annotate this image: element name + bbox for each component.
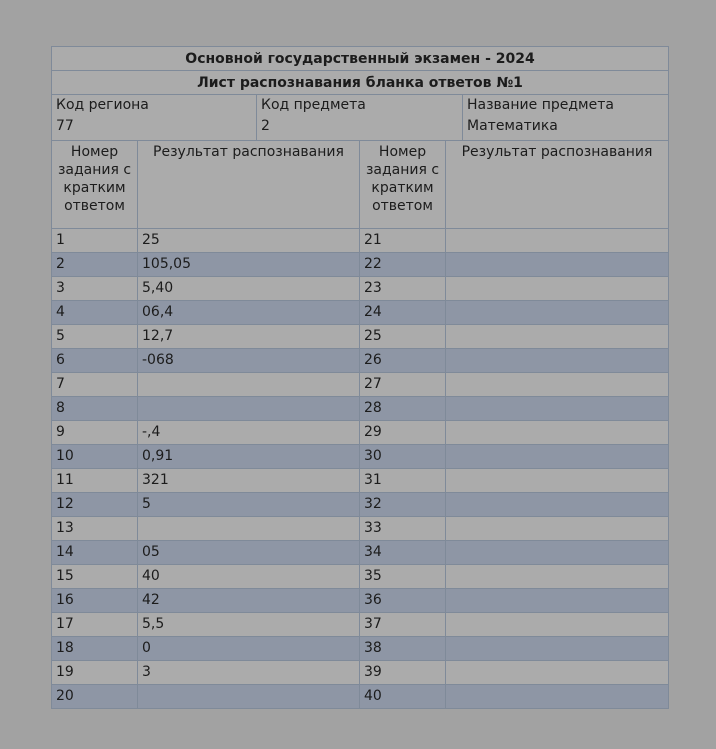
result-value bbox=[446, 301, 669, 325]
task-number: 6 bbox=[52, 349, 138, 373]
subject-code-label: Код предмета bbox=[261, 97, 366, 113]
task-number: 38 bbox=[360, 637, 446, 661]
table-row bbox=[52, 277, 669, 301]
table-row bbox=[52, 349, 669, 373]
header-result-2: Результат распознавания bbox=[446, 141, 669, 229]
task-number: 13 bbox=[52, 517, 138, 541]
task-number: 33 bbox=[360, 517, 446, 541]
exam-title: Основной государственный экзамен - 2024 bbox=[52, 47, 669, 71]
table-row bbox=[52, 517, 669, 541]
result-value: 5,5 bbox=[138, 613, 360, 637]
task-number: 22 bbox=[360, 253, 446, 277]
result-value bbox=[446, 253, 669, 277]
result-value bbox=[446, 397, 669, 421]
task-number: 37 bbox=[360, 613, 446, 637]
result-value bbox=[446, 421, 669, 445]
task-number: 40 bbox=[360, 685, 446, 709]
task-number: 36 bbox=[360, 589, 446, 613]
task-number: 8 bbox=[52, 397, 138, 421]
result-value: 0 bbox=[138, 637, 360, 661]
result-value bbox=[446, 517, 669, 541]
task-number: 4 bbox=[52, 301, 138, 325]
table-row bbox=[52, 541, 669, 565]
result-value: -,4 bbox=[138, 421, 360, 445]
task-number: 11 bbox=[52, 469, 138, 493]
task-number: 9 bbox=[52, 421, 138, 445]
results-table bbox=[51, 46, 669, 709]
subject-name-label: Название предмета bbox=[467, 97, 614, 113]
task-number: 25 bbox=[360, 325, 446, 349]
recognition-sheet bbox=[51, 46, 668, 709]
task-number: 10 bbox=[52, 445, 138, 469]
result-value: 06,4 bbox=[138, 301, 360, 325]
result-value: 05 bbox=[138, 541, 360, 565]
task-number: 31 bbox=[360, 469, 446, 493]
table-row bbox=[52, 613, 669, 637]
task-number: 7 bbox=[52, 373, 138, 397]
result-value bbox=[138, 397, 360, 421]
task-number: 30 bbox=[360, 445, 446, 469]
task-number: 17 bbox=[52, 613, 138, 637]
task-number: 28 bbox=[360, 397, 446, 421]
task-number: 23 bbox=[360, 277, 446, 301]
table-row bbox=[52, 589, 669, 613]
result-value: 0,91 bbox=[138, 445, 360, 469]
table-row bbox=[52, 637, 669, 661]
task-number: 14 bbox=[52, 541, 138, 565]
header-number-2: Номер задания с кратким ответом bbox=[360, 141, 446, 229]
task-number: 20 bbox=[52, 685, 138, 709]
sheet-title: Лист распознавания бланка ответов №1 bbox=[52, 71, 669, 95]
header-number-1: Номер задания с кратким ответом bbox=[52, 141, 138, 229]
task-number: 27 bbox=[360, 373, 446, 397]
subject-name-cell bbox=[463, 95, 669, 141]
task-number: 24 bbox=[360, 301, 446, 325]
result-value bbox=[446, 325, 669, 349]
result-value bbox=[138, 517, 360, 541]
table-row bbox=[52, 301, 669, 325]
subject-code-value: 2 bbox=[261, 118, 270, 134]
table-row bbox=[52, 445, 669, 469]
result-value bbox=[446, 445, 669, 469]
table-row bbox=[52, 565, 669, 589]
result-value bbox=[446, 565, 669, 589]
result-value bbox=[446, 661, 669, 685]
task-number: 19 bbox=[52, 661, 138, 685]
table-row bbox=[52, 421, 669, 445]
result-value bbox=[446, 541, 669, 565]
table-row bbox=[52, 229, 669, 253]
table-row bbox=[52, 661, 669, 685]
table-row bbox=[52, 493, 669, 517]
region-label: Код региона bbox=[56, 97, 149, 113]
table-row bbox=[52, 253, 669, 277]
task-number: 32 bbox=[360, 493, 446, 517]
table-row bbox=[52, 469, 669, 493]
task-number: 3 bbox=[52, 277, 138, 301]
result-value bbox=[446, 229, 669, 253]
task-number: 2 bbox=[52, 253, 138, 277]
result-value: 105,05 bbox=[138, 253, 360, 277]
result-value: 5 bbox=[138, 493, 360, 517]
region-value: 77 bbox=[56, 118, 74, 134]
task-number: 15 bbox=[52, 565, 138, 589]
task-number: 5 bbox=[52, 325, 138, 349]
result-value bbox=[446, 685, 669, 709]
result-value bbox=[446, 637, 669, 661]
task-number: 16 bbox=[52, 589, 138, 613]
result-value bbox=[138, 373, 360, 397]
table-row bbox=[52, 397, 669, 421]
header-result-1: Результат распознавания bbox=[138, 141, 360, 229]
result-value: 42 bbox=[138, 589, 360, 613]
task-number: 39 bbox=[360, 661, 446, 685]
region-cell bbox=[52, 95, 257, 141]
task-number: 18 bbox=[52, 637, 138, 661]
task-number: 29 bbox=[360, 421, 446, 445]
result-value bbox=[446, 493, 669, 517]
task-number: 21 bbox=[360, 229, 446, 253]
result-value bbox=[446, 349, 669, 373]
result-value bbox=[446, 277, 669, 301]
result-value: 5,40 bbox=[138, 277, 360, 301]
task-number: 12 bbox=[52, 493, 138, 517]
subject-code-cell bbox=[257, 95, 463, 141]
result-value: 40 bbox=[138, 565, 360, 589]
task-number: 1 bbox=[52, 229, 138, 253]
result-value: 321 bbox=[138, 469, 360, 493]
result-value bbox=[446, 469, 669, 493]
result-value: 3 bbox=[138, 661, 360, 685]
result-value bbox=[446, 613, 669, 637]
result-value: -068 bbox=[138, 349, 360, 373]
result-value bbox=[446, 373, 669, 397]
result-value bbox=[138, 685, 360, 709]
table-row bbox=[52, 373, 669, 397]
task-number: 35 bbox=[360, 565, 446, 589]
table-row bbox=[52, 685, 669, 709]
result-value: 12,7 bbox=[138, 325, 360, 349]
result-value: 25 bbox=[138, 229, 360, 253]
subject-name-value: Математика bbox=[467, 118, 558, 134]
task-number: 34 bbox=[360, 541, 446, 565]
table-row bbox=[52, 325, 669, 349]
result-value bbox=[446, 589, 669, 613]
task-number: 26 bbox=[360, 349, 446, 373]
